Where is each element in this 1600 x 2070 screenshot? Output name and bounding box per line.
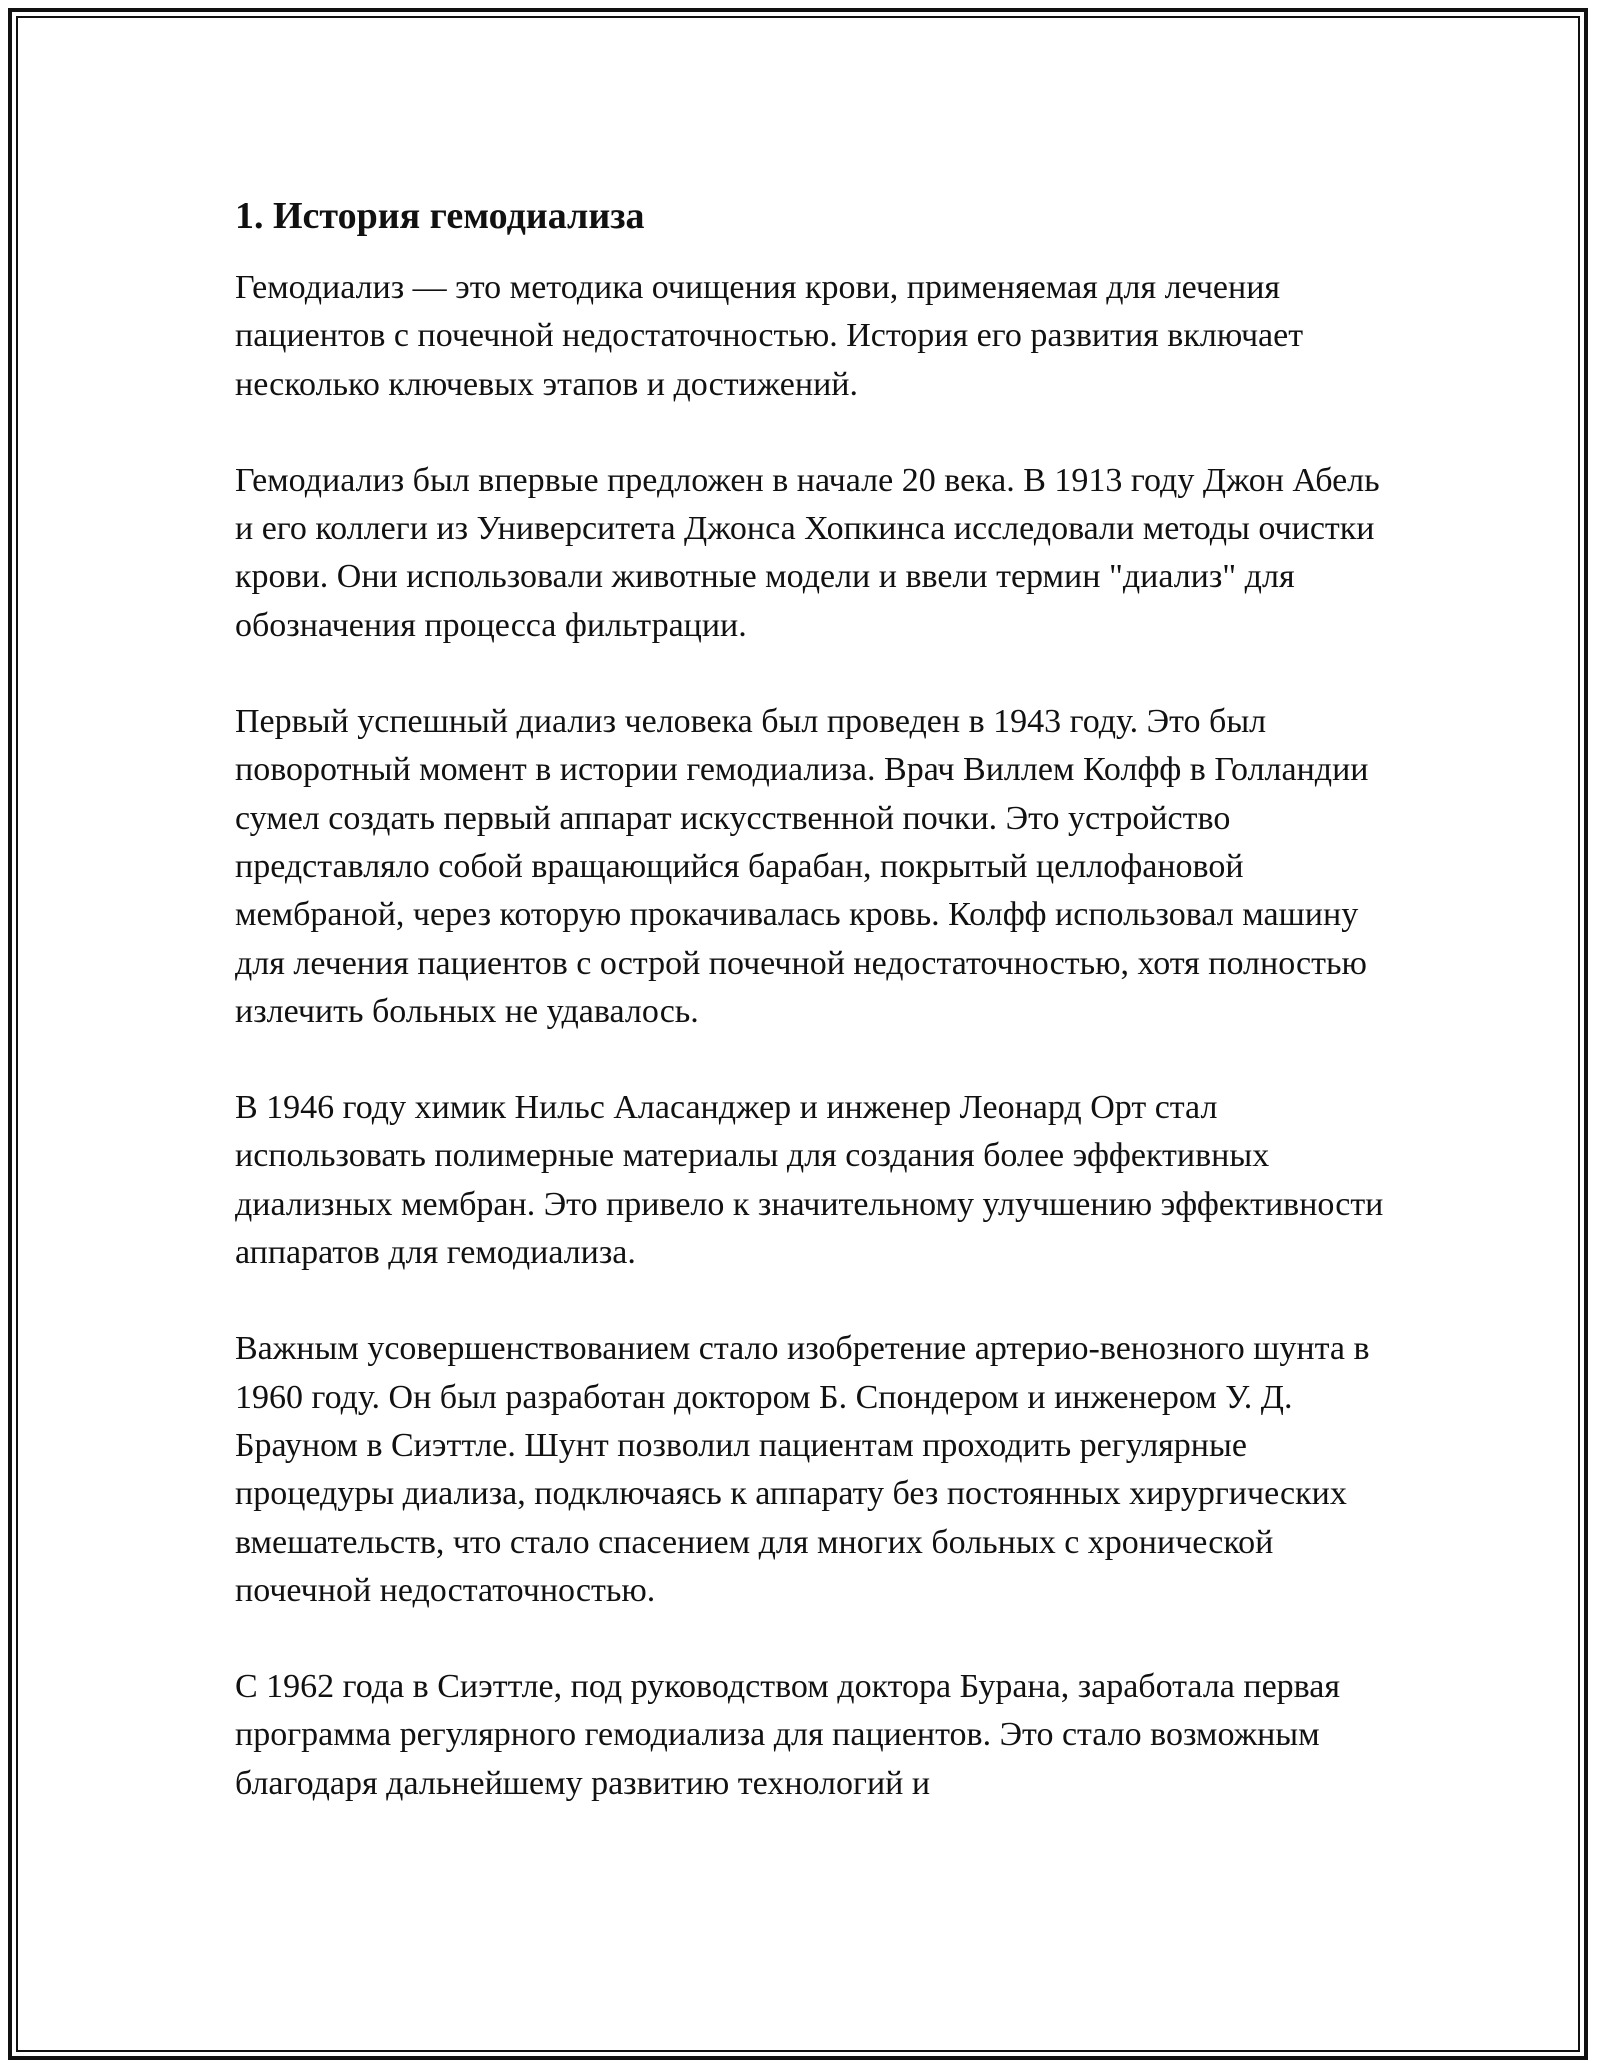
section-heading: 1. История гемодиализа bbox=[235, 195, 645, 237]
paragraph-kolff-1943: Первый успешный диализ человека был проведен в 1943 году. Это был поворотный момент в истории гемодиализа. Врач Виллем Колфф в Голландии сумел создать первый аппарат искусственной почки. Это устройство представляло собой вращающийся барабан, покрытый целлофановой мембраной, через которую прокачивалась кровь. Колфф использовал машину для лечения пациентов с острой почечной недостаточностью, хотя полностью излечить больных не удавалось. bbox=[235, 703, 1369, 1030]
paragraph-membranes-1946: В 1946 году химик Нильс Аласанджер и инженер Леонард Орт стал использовать полимерные материалы для создания более эффективных диализных мембран. Это привело к значительному улучшению эффективности аппаратов для гемодиализа. bbox=[235, 1089, 1384, 1272]
document-body bbox=[235, 188, 1395, 1808]
paragraph-seattle-1962: С 1962 года в Сиэттле, под руководством доктора Бурана, заработала первая программа регулярного гемодиализа для пациентов. Это стало возможным благодаря дальнейшему развитию технологий и bbox=[235, 1668, 1340, 1802]
paragraph-intro: Гемодиализ — это методика очищения крови, применяемая для лечения пациентов с почечной недостаточностью. История его развития включает несколько ключевых этапов и достижений. bbox=[235, 269, 1304, 403]
paragraph-shunt-1960: Важным усовершенствованием стало изобретение артерио-венозного шунта в 1960 году. Он был разработан доктором Б. Спондером и инженером У. Д. Брауном в Сиэттле. Шунт позволил пациентам проходить регулярные процедуры диализа, подключаясь к аппарату без постоянных хирургических вмешательств, что стало спасением для многих больных с хронической почечной недостаточностью. bbox=[235, 1330, 1370, 1609]
paragraph-abel-1913: Гемодиализ был впервые предложен в начале 20 века. В 1913 году Джон Абель и его коллеги из Университета Джонса Хопкинса исследовали методы очистки крови. Они использовали животные модели и ввели термин "диализ" для обозначения процесса фильтрации. bbox=[235, 461, 1380, 644]
